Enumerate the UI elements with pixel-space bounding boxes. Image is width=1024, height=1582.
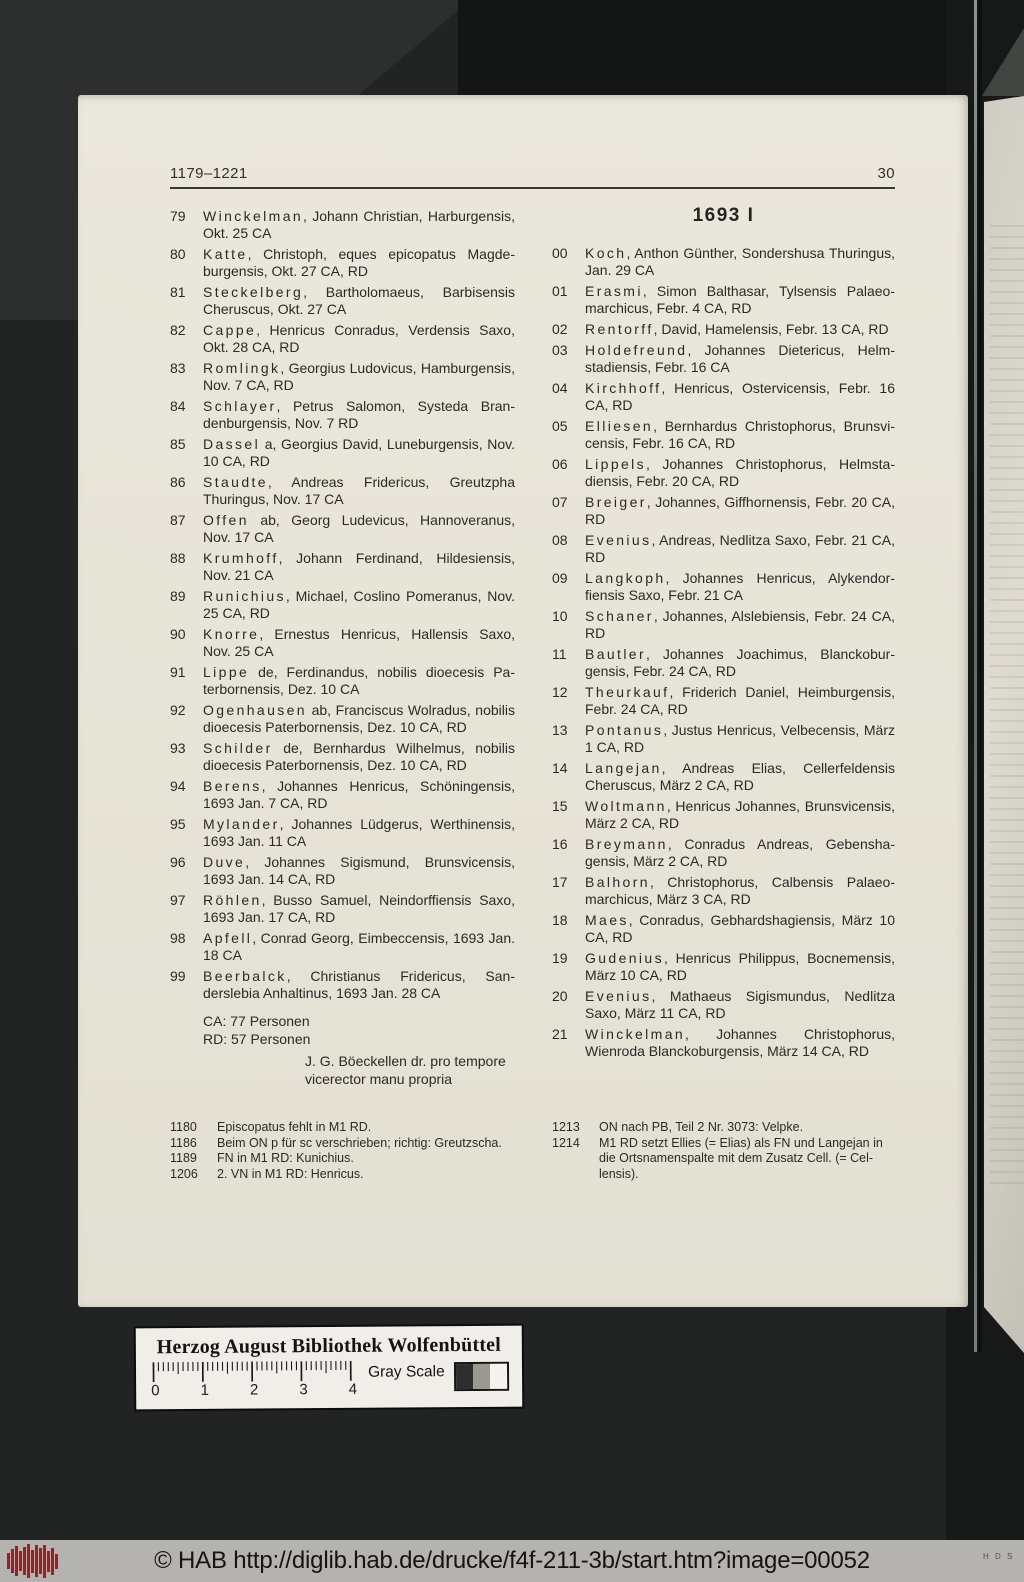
entry-text <box>203 626 515 660</box>
entry-number: 90 <box>170 626 186 642</box>
entry-surname: Beerbalck <box>203 968 287 984</box>
entry-surname: Ogenhausen <box>203 702 307 718</box>
entry-details: , Johannes Lüdgerus, Werthinensis, 1693 Jan. 11 CA <box>203 816 515 849</box>
register-entry <box>552 1026 895 1060</box>
entry-text <box>203 322 515 356</box>
register-entry <box>170 208 515 242</box>
register-entry <box>552 950 895 984</box>
glass-edge-line <box>974 0 977 1352</box>
entry-text <box>585 494 895 528</box>
entry-number: 12 <box>552 684 568 700</box>
entry-text <box>585 798 895 832</box>
entry-number: 94 <box>170 778 186 794</box>
register-entry <box>170 512 515 546</box>
entry-number: 07 <box>552 494 568 510</box>
entry-details: , Conrad Georg, Eimbeccensis, 1693 Jan. 18 CA <box>203 930 515 963</box>
page-number: 30 <box>877 165 895 182</box>
copyright-url: © HAB http://diglib.hab.de/drucke/f4f-211-3b/start.htm?image=00052 <box>154 1547 870 1574</box>
entry-details: ab, Georg Ludevicus, Hannoveranus, Nov. 17 CA <box>203 512 515 545</box>
entry-number: 99 <box>170 968 186 984</box>
register-entry <box>552 380 895 414</box>
signature-block <box>305 1053 515 1088</box>
entry-details: , Petrus Salomon, Systeda Brandenburgensis, Nov. 7 RD <box>203 398 515 431</box>
entry-details: , Johannes, Alslebiensis, Febr. 24 CA, RD <box>585 608 895 641</box>
entry-surname: Schilder <box>203 740 273 756</box>
entry-surname: Runichius <box>203 588 286 604</box>
entry-number: 19 <box>552 950 568 966</box>
register-entry <box>552 418 895 452</box>
entry-surname: Mylander <box>203 816 280 832</box>
footnote <box>170 1167 515 1183</box>
footnote <box>170 1151 515 1167</box>
entry-range: 1179–1221 <box>170 165 248 182</box>
entry-number: 20 <box>552 988 568 1004</box>
entry-number: 16 <box>552 836 568 852</box>
entry-text <box>203 208 515 242</box>
entry-surname: Romlingk <box>203 360 281 376</box>
register-entry <box>170 360 515 394</box>
entry-details: ab, Franciscus Wolradus, nobilis dioecesis Paterbornensis, Dez. 10 CA, RD <box>203 702 515 735</box>
ruler-number: 3 <box>299 1381 308 1399</box>
register-entry <box>552 684 895 718</box>
entry-number: 14 <box>552 760 568 776</box>
left-entry-list <box>170 208 515 1002</box>
register-entry <box>552 570 895 604</box>
entry-surname: Pontanus <box>585 722 664 738</box>
entry-text <box>585 532 895 566</box>
register-entry <box>170 322 515 356</box>
footnote <box>170 1120 515 1136</box>
register-entry <box>552 874 895 908</box>
gray-scale-patch-icon <box>454 1362 509 1391</box>
register-entry <box>552 342 895 376</box>
footnotes-left <box>170 1120 515 1182</box>
register-entry <box>552 646 895 680</box>
ruler-numbers <box>150 1381 358 1399</box>
entry-text <box>203 968 515 1002</box>
entry-text <box>585 245 895 279</box>
year-heading: 1693 I <box>692 205 755 226</box>
entry-details: de, Bernhardus Wilhelmus, nobilis dioecesis Paterbornensis, Dez. 10 CA, RD <box>203 740 515 773</box>
register-entry <box>170 740 515 774</box>
entry-number: 01 <box>552 283 568 299</box>
register-entry <box>170 550 515 584</box>
entry-number: 09 <box>552 570 568 586</box>
entry-details: , Johannes Sigismund, Brunsvicensis, 1693 Jan. 14 CA, RD <box>203 854 515 887</box>
footnote-number: 1180 <box>170 1120 197 1134</box>
entry-surname: Koch <box>585 245 627 261</box>
ruler-number: 2 <box>249 1381 259 1399</box>
entry-text <box>203 360 515 394</box>
entry-surname: Gudenius <box>585 950 664 966</box>
book-page <box>78 95 968 1307</box>
entry-text <box>203 474 515 508</box>
register-entry <box>552 836 895 870</box>
entry-number: 05 <box>552 418 568 434</box>
entry-number: 82 <box>170 322 186 338</box>
entry-details: , Johannes Henricus, Alykendorfiensis Saxo, Febr. 21 CA <box>585 570 895 603</box>
entry-surname: Staudte <box>203 474 268 490</box>
entry-details: , Henricus Johannes, Brunsvicensis, März 2 CA, RD <box>585 798 895 831</box>
signature-line-1: J. G. Böeckellen dr. pro tempore <box>305 1053 506 1069</box>
entry-details: , Michael, Coslino Pomeranus, Nov. 25 CA, RD <box>203 588 515 621</box>
entry-number: 04 <box>552 380 568 396</box>
register-entry <box>170 588 515 622</box>
entry-details: , Simon Balthasar, Tylsensis Palaeomarchicus, Febr. 4 CA, RD <box>585 283 895 316</box>
entry-number: 06 <box>552 456 568 472</box>
footnote <box>552 1136 895 1183</box>
footnote <box>552 1120 895 1136</box>
entry-surname: Woltmann <box>585 798 667 814</box>
register-entry <box>170 702 515 736</box>
entry-details: , David, Hamelensis, Febr. 13 CA, RD <box>653 321 889 337</box>
register-entry <box>552 532 895 566</box>
footnote-number: 1214 <box>552 1135 580 1150</box>
entry-details: , Johann Ferdinand, Hildesiensis, Nov. 21 CA <box>203 550 515 583</box>
entry-surname: Schaner <box>585 608 654 624</box>
register-entry <box>170 968 515 1002</box>
entry-number: 00 <box>552 245 568 261</box>
entry-text <box>203 778 515 812</box>
footnote <box>170 1136 515 1152</box>
entry-details: , Johann Christian, Harburgensis, Okt. 25 CA <box>203 208 515 241</box>
entry-text <box>203 246 515 280</box>
register-entry <box>170 246 515 280</box>
footnote-number: 1189 <box>170 1151 197 1165</box>
entry-text <box>585 722 895 756</box>
entry-details: , Johannes Joachimus, Blanckoburgensis, Febr. 24 CA, RD <box>585 646 895 679</box>
entry-text <box>585 380 895 414</box>
footnote-number: 1186 <box>170 1135 197 1150</box>
gray-scale-label: Gray Scale <box>367 1363 445 1381</box>
register-entry <box>170 626 515 660</box>
entry-text <box>585 342 895 376</box>
entry-surname: Cappe <box>203 322 257 338</box>
register-entry <box>552 760 895 794</box>
entry-number: 03 <box>552 342 568 358</box>
total-rd: RD: 57 Personen <box>203 1030 311 1047</box>
entry-surname: Kirchhoff <box>585 380 662 396</box>
register-entry <box>552 321 895 338</box>
entry-surname: Bautler <box>585 646 647 662</box>
entry-text <box>203 398 515 432</box>
entry-number: 83 <box>170 360 186 376</box>
entry-text <box>203 854 515 888</box>
left-column <box>170 208 515 1088</box>
entry-surname: Knorre <box>203 626 260 642</box>
entry-text <box>585 684 895 718</box>
register-entry <box>552 456 895 490</box>
ruler-number: 1 <box>200 1381 209 1399</box>
entry-surname: Holdefreund <box>585 342 688 358</box>
header-rule <box>170 187 895 189</box>
entry-text <box>585 608 895 642</box>
entry-number: 85 <box>170 436 186 452</box>
entry-text <box>203 664 515 698</box>
entry-number: 98 <box>170 930 186 946</box>
register-entry <box>170 778 515 812</box>
entry-number: 84 <box>170 398 186 414</box>
entry-text <box>585 321 895 338</box>
entry-surname: Lippe <box>203 664 250 680</box>
page-header <box>170 165 895 182</box>
entry-surname: Winckelman <box>203 208 304 224</box>
entry-details: , Johannes Dietericus, Helmstadiensis, Febr. 16 CA <box>585 342 895 375</box>
entry-text <box>585 418 895 452</box>
footnote-number: 1206 <box>170 1166 198 1181</box>
entry-text <box>585 1026 895 1060</box>
register-entry <box>552 798 895 832</box>
entry-surname: Apfell <box>203 930 253 946</box>
entry-number: 11 <box>552 646 567 662</box>
register-entry <box>170 930 515 964</box>
entry-text <box>203 892 515 926</box>
ruler <box>150 1361 358 1399</box>
entry-text <box>203 816 515 850</box>
entry-number: 79 <box>170 208 186 224</box>
register-entry <box>552 494 895 528</box>
entry-number: 81 <box>170 284 186 300</box>
register-entry <box>170 284 515 318</box>
entry-surname: Breiger <box>585 494 647 510</box>
footnote-text: Episcopatus fehlt in M1 RD. <box>217 1120 372 1134</box>
entry-number: 88 <box>170 550 186 566</box>
entry-surname: Steckelberg <box>203 284 304 300</box>
entry-text <box>585 836 895 870</box>
entry-number: 87 <box>170 512 186 528</box>
entry-number: 18 <box>552 912 568 928</box>
entry-details: , Conradus Andreas, Gebenshagensis, März 2 CA, RD <box>585 836 895 869</box>
footnotes-right <box>552 1120 895 1182</box>
library-label <box>136 1326 523 1410</box>
register-entry <box>552 608 895 642</box>
entry-text <box>585 646 895 680</box>
footnotes <box>170 1120 895 1182</box>
entry-text <box>203 512 515 546</box>
footnote-text: FN in M1 RD: Kunichius. <box>217 1151 354 1165</box>
entry-text <box>203 284 515 318</box>
entry-details: , Conradus, Gebhardshagiensis, März 10 CA, RD <box>585 912 895 945</box>
register-entry <box>552 722 895 756</box>
entry-number: 15 <box>552 798 568 814</box>
footnote-text: Beim ON p für sc verschrieben; richtig: Greutzscha. <box>217 1135 502 1150</box>
footnote-text: 2. VN in M1 RD: Henricus. <box>217 1166 364 1181</box>
register-entry <box>552 283 895 317</box>
ruler-number: 4 <box>348 1380 358 1398</box>
register-entry <box>170 892 515 926</box>
entry-text <box>585 570 895 604</box>
entry-details: , Mathaeus Sigismundus, Nedlitza Saxo, März 11 CA, RD <box>585 988 895 1021</box>
scanner-bed-dark <box>458 0 1024 98</box>
entry-text <box>585 760 895 794</box>
entry-surname: Balhorn <box>585 874 650 890</box>
entry-details: , Christianus Fridericus, Sanderslebia Anhaltinus, 1693 Jan. 28 CA <box>203 968 515 1001</box>
entry-details: de, Ferdinandus, nobilis dioecesis Paterbornensis, Dez. 10 CA <box>203 664 515 697</box>
entry-surname: Maes <box>585 912 629 928</box>
entry-details: , Bernhardus Christophorus, Brunsvicensis, Febr. 16 CA, RD <box>585 418 895 451</box>
register-entry <box>170 398 515 432</box>
register-entry <box>170 854 515 888</box>
entry-text <box>203 588 515 622</box>
entry-details: , Johannes Christophorus, Wienroda Blanckoburgensis, März 14 CA, RD <box>585 1026 895 1059</box>
entry-surname: Evenius <box>585 532 652 548</box>
entry-number: 21 <box>552 1026 568 1042</box>
entry-text <box>585 456 895 490</box>
entry-text <box>203 740 515 774</box>
entry-text <box>585 912 895 946</box>
ruler-ticks-icon <box>150 1361 358 1382</box>
entry-surname: Offen <box>203 512 249 528</box>
corner-mark: H D S <box>983 1552 1015 1561</box>
entry-number: 89 <box>170 588 186 604</box>
entry-number: 95 <box>170 816 186 832</box>
entry-details: , Andreas Fridericus, Greutzpha Thuringus, Nov. 17 CA <box>203 474 515 507</box>
entry-details: , Johannes, Giffhornensis, Febr. 20 CA, RD <box>585 494 895 527</box>
entry-surname: Elliesen <box>585 418 654 434</box>
entry-details: , Johannes Henricus, Schöningensis, 1693 Jan. 7 CA, RD <box>203 778 515 811</box>
entry-surname: Katte <box>203 246 248 262</box>
entry-details: , Ernestus Henricus, Hallensis Saxo, Nov. 25 CA <box>203 626 515 659</box>
entry-text <box>585 950 895 984</box>
entry-text <box>585 874 895 908</box>
entry-surname: Duve <box>203 854 246 870</box>
entry-number: 80 <box>170 246 186 262</box>
entry-surname: Lippels <box>585 456 647 472</box>
register-entry <box>170 436 515 470</box>
entry-surname: Berens <box>203 778 262 794</box>
entry-text <box>203 702 515 736</box>
entry-details: , Andreas, Nedlitza Saxo, Febr. 21 CA, RD <box>585 532 895 565</box>
entry-number: 17 <box>552 874 568 890</box>
register-entry <box>552 245 895 279</box>
entry-details: a, Georgius David, Luneburgensis, Nov. 10 CA, RD <box>203 436 515 469</box>
entry-number: 08 <box>552 532 568 548</box>
footnote-text: M1 RD setzt Ellies (= Elias) als FN und Langejan in die Ortsnamenspalte mit dem Zusatz Cell. (= Cellensis). <box>599 1135 883 1181</box>
entry-surname: Röhlen <box>203 892 262 908</box>
entry-surname: Rentorff <box>585 321 654 337</box>
totals-block <box>203 1013 515 1048</box>
register-entry <box>170 664 515 698</box>
entry-surname: Krumhoff <box>203 550 279 566</box>
entry-surname: Evenius <box>585 988 652 1004</box>
entry-details: , Busso Samuel, Neindorffiensis Saxo, 1693 Jan. 17 CA, RD <box>203 892 515 925</box>
register-entry <box>552 988 895 1022</box>
entry-details: , Georgius Ludovicus, Hamburgensis, Nov. 7 CA, RD <box>203 360 515 393</box>
entry-number: 10 <box>552 608 568 624</box>
total-ca: CA: 77 Personen <box>203 1013 310 1029</box>
entry-details: , Henricus, Ostervicensis, Febr. 16 CA, RD <box>585 380 895 413</box>
footnote-number: 1213 <box>552 1120 580 1134</box>
register-entry <box>170 474 515 508</box>
entry-details: , Christoph, eques epicopatus Magdeburgensis, Okt. 27 CA, RD <box>203 246 515 279</box>
entry-text <box>585 283 895 317</box>
entry-details: , Bartholomaeus, Barbisensis Cheruscus, Okt. 27 CA <box>203 284 515 317</box>
entry-number: 93 <box>170 740 186 756</box>
signature-line-2: vicerector manu propria <box>305 1070 453 1087</box>
entry-text <box>585 988 895 1022</box>
register-entry <box>170 816 515 850</box>
entry-text <box>203 436 515 470</box>
entry-number: 96 <box>170 854 186 870</box>
entry-details: , Justus Henricus, Velbecensis, März 1 CA, RD <box>585 722 895 755</box>
entry-surname: Theurkauf <box>585 684 670 700</box>
entry-number: 13 <box>552 722 568 738</box>
entry-surname: Dassel <box>203 436 261 452</box>
entry-details: , Andreas Elias, Cellerfeldensis Cheruscus, März 2 CA, RD <box>585 760 895 793</box>
entry-surname: Langkoph <box>585 570 666 586</box>
entry-details: , Henricus Philippus, Bocnemensis, März 10 CA, RD <box>585 950 895 983</box>
hab-barcode-logo-icon <box>7 1543 58 1579</box>
entry-text <box>203 550 515 584</box>
page-gap-shadow <box>978 0 982 1352</box>
entry-surname: Langejan <box>585 760 662 776</box>
library-name: Herzog August Bibliothek Wolfenbüttel <box>156 1333 502 1359</box>
footnote-text: ON nach PB, Teil 2 Nr. 3073: Velpke. <box>599 1120 804 1134</box>
footer-bar <box>0 1540 1024 1582</box>
entry-surname: Erasmi <box>585 283 643 299</box>
entry-details: , Anthon Günther, Sondershusa Thuringus, Jan. 29 CA <box>585 245 895 278</box>
entry-text <box>203 930 515 964</box>
entry-details: , Friderich Daniel, Heimburgensis, Febr. 24 CA, RD <box>585 684 895 717</box>
entry-details: , Henricus Conradus, Verdensis Saxo, Okt. 28 CA, RD <box>203 322 515 355</box>
book-fore-edge <box>984 96 1024 1353</box>
entry-surname: Winckelman <box>585 1026 686 1042</box>
entry-number: 97 <box>170 892 186 908</box>
entry-surname: Breymann <box>585 836 668 852</box>
entry-surname: Schlayer <box>203 398 277 414</box>
entry-details: , Johannes Christophorus, Helmstadiensis, Febr. 20 CA, RD <box>585 456 895 489</box>
entry-number: 02 <box>552 321 568 337</box>
right-column <box>552 205 895 1064</box>
ruler-number: 0 <box>151 1382 160 1400</box>
entry-number: 91 <box>170 664 186 680</box>
entry-number: 92 <box>170 702 186 718</box>
right-entry-list <box>552 245 895 1060</box>
register-entry <box>552 912 895 946</box>
entry-number: 86 <box>170 474 186 490</box>
entry-details: , Christophorus, Calbensis Palaeomarchicus, März 3 CA, RD <box>585 874 895 907</box>
